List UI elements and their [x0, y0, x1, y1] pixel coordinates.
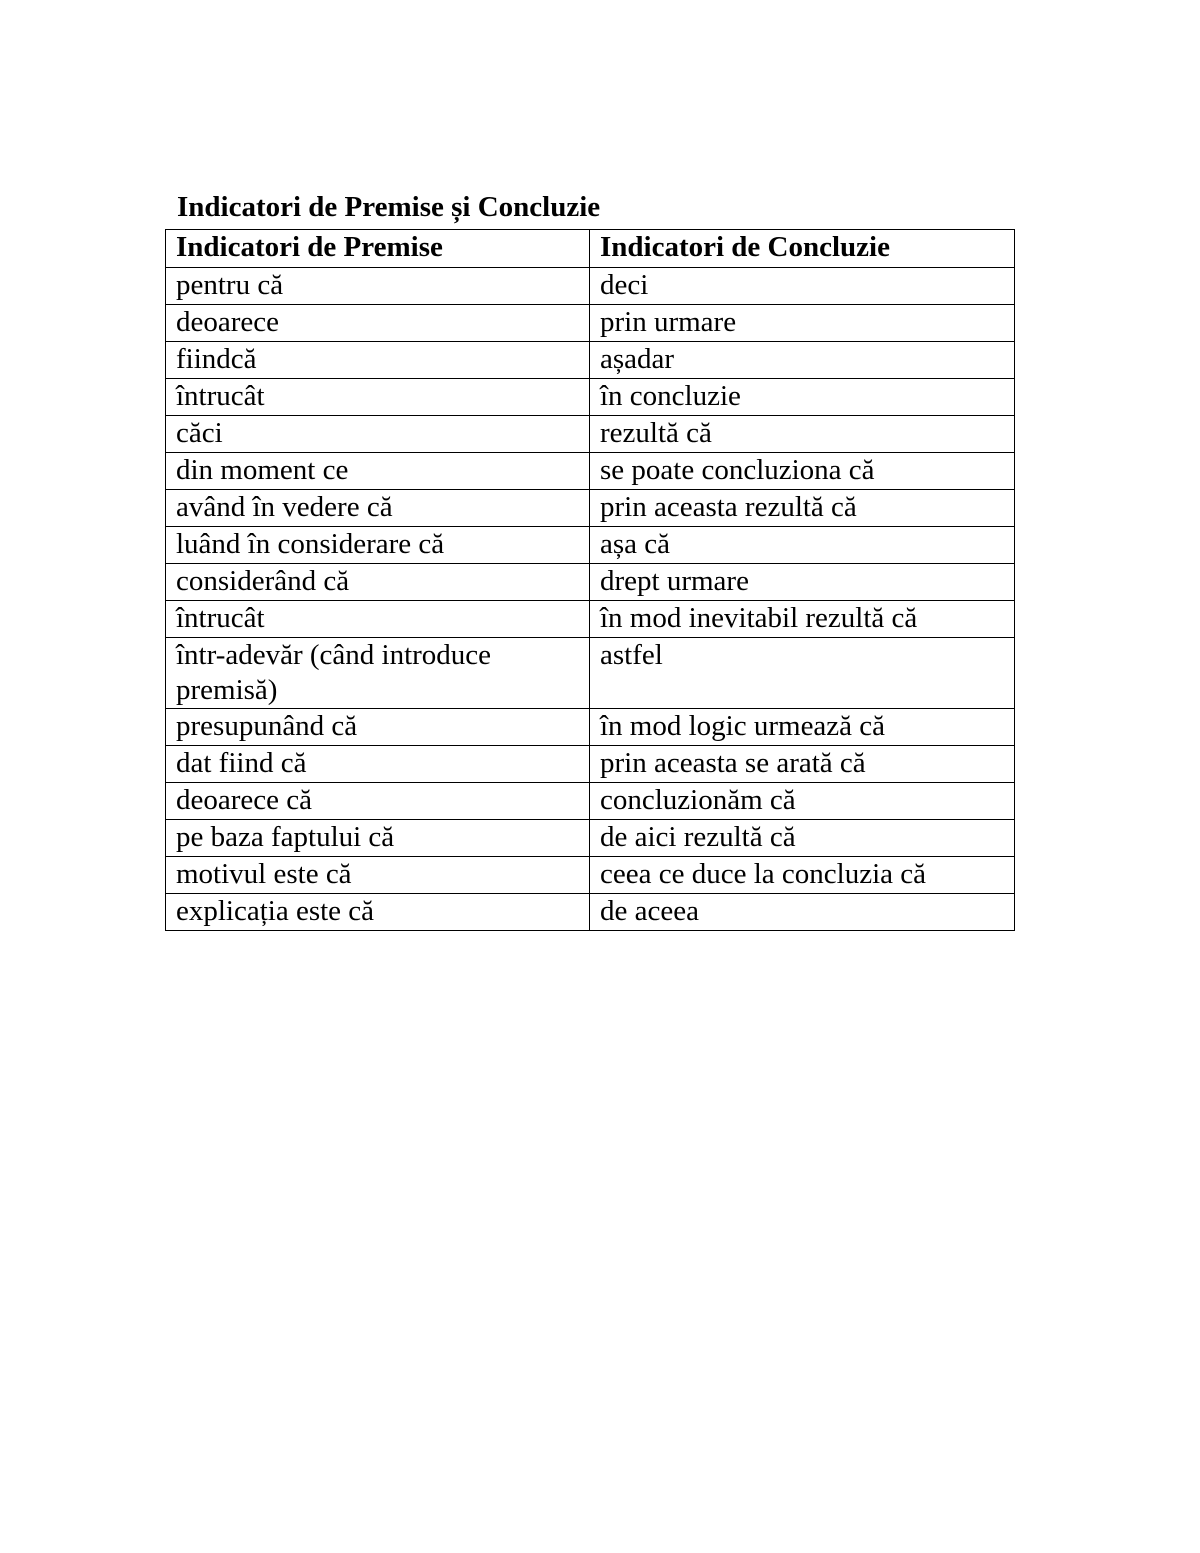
premise-indicator-cell: luând în considerare că	[166, 527, 590, 564]
table-row	[166, 527, 1015, 564]
conclusion-indicator-cell: ceea ce duce la concluzia că	[590, 857, 1015, 894]
conclusion-indicator-cell: prin aceasta se arată că	[590, 746, 1015, 783]
premise-indicator-cell: pe baza faptului că	[166, 820, 590, 857]
premise-indicator-cell: considerând că	[166, 564, 590, 601]
conclusion-indicator-cell: concluzionăm că	[590, 783, 1015, 820]
table-row	[166, 379, 1015, 416]
table-row	[166, 564, 1015, 601]
table-row	[166, 453, 1015, 490]
table-row	[166, 709, 1015, 746]
table-row	[166, 601, 1015, 638]
table-row	[166, 305, 1015, 342]
header-premise-indicators: Indicatori de Premise	[166, 230, 590, 268]
table-header-row	[166, 230, 1015, 268]
premise-indicator-cell: explicația este că	[166, 894, 590, 931]
premise-indicator-cell: motivul este că	[166, 857, 590, 894]
conclusion-indicator-cell: prin aceasta rezultă că	[590, 490, 1015, 527]
header-conclusion-indicators: Indicatori de Concluzie	[590, 230, 1015, 268]
conclusion-indicator-cell: în mod logic urmează că	[590, 709, 1015, 746]
conclusion-indicator-cell: de aceea	[590, 894, 1015, 931]
premise-indicator-cell: căci	[166, 416, 590, 453]
table-row	[166, 894, 1015, 931]
table-row	[166, 416, 1015, 453]
premise-indicator-cell: deoarece	[166, 305, 590, 342]
conclusion-indicator-cell: rezultă că	[590, 416, 1015, 453]
conclusion-indicator-cell: astfel	[590, 638, 1015, 709]
conclusion-indicator-cell: așa că	[590, 527, 1015, 564]
premise-indicator-cell: întrucât	[166, 601, 590, 638]
conclusion-indicator-cell: drept urmare	[590, 564, 1015, 601]
premise-indicator-cell: întrucât	[166, 379, 590, 416]
premise-indicator-cell: pentru că	[166, 268, 590, 305]
table-row	[166, 342, 1015, 379]
conclusion-indicator-cell: prin urmare	[590, 305, 1015, 342]
table-row	[166, 783, 1015, 820]
conclusion-indicator-cell: în mod inevitabil rezultă că	[590, 601, 1015, 638]
conclusion-indicator-cell: deci	[590, 268, 1015, 305]
premise-indicator-cell: dat fiind că	[166, 746, 590, 783]
premise-indicator-cell: din moment ce	[166, 453, 590, 490]
table-row	[166, 746, 1015, 783]
premise-indicator-cell: într-adevăr (când introduce premisă)	[166, 638, 590, 709]
conclusion-indicator-cell: se poate concluziona că	[590, 453, 1015, 490]
table-row	[166, 638, 1015, 709]
conclusion-indicator-cell: așadar	[590, 342, 1015, 379]
premise-indicator-cell: deoarece că	[166, 783, 590, 820]
conclusion-indicator-cell: de aici rezultă că	[590, 820, 1015, 857]
indicators-table	[165, 229, 1015, 931]
table-row	[166, 490, 1015, 527]
conclusion-indicator-cell: în concluzie	[590, 379, 1015, 416]
premise-indicator-cell: având în vedere că	[166, 490, 590, 527]
table-row	[166, 268, 1015, 305]
premise-indicator-cell: presupunând că	[166, 709, 590, 746]
premise-indicator-cell: fiindcă	[166, 342, 590, 379]
table-row	[166, 820, 1015, 857]
page-title: Indicatori de Premise și Concluzie	[177, 191, 601, 223]
table-row	[166, 857, 1015, 894]
